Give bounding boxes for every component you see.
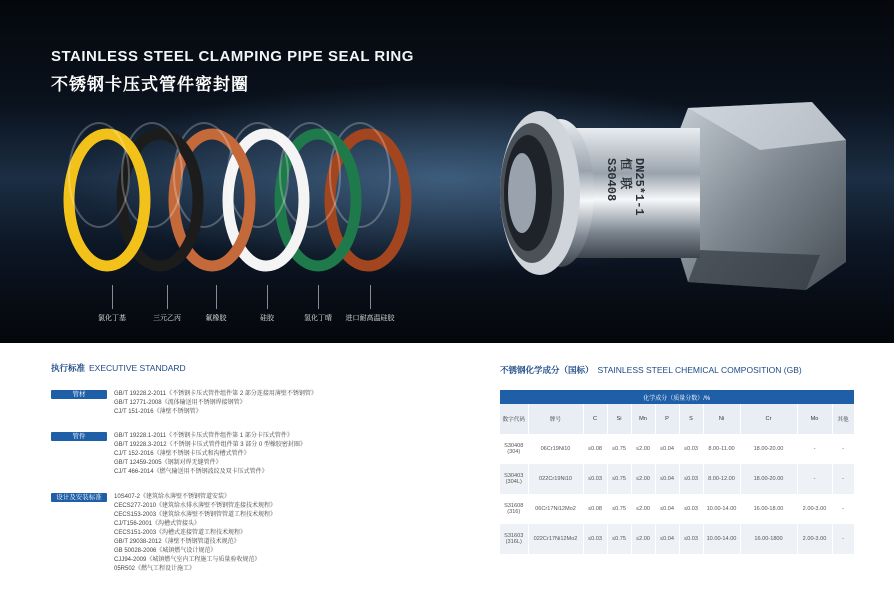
chemical-composition-title-cn: 不锈钢化学成分（国标）	[500, 365, 594, 375]
table-header-cell: Mn	[631, 404, 655, 434]
table-cell: ≤0.04	[655, 434, 679, 464]
table-header-row	[500, 404, 854, 434]
table-cell: ≤0.03	[583, 464, 607, 494]
table-caption: 化学成分（质量分数）/%	[500, 390, 854, 404]
standard-item: 05R502《燃气工程设计施工》	[114, 566, 196, 572]
table-cell: 18.00-20.00	[740, 464, 797, 494]
table-cell: ≤0.08	[583, 494, 607, 524]
standard-list	[114, 432, 306, 477]
ring-label-silicone: 硅胶	[260, 315, 274, 322]
table-cell: ≤0.04	[655, 524, 679, 554]
callout-line	[267, 285, 268, 309]
table-header-cell: Cr	[740, 404, 797, 434]
table-cell: ≤0.03	[679, 434, 703, 464]
standard-badge: 设计及安装标准	[51, 493, 107, 502]
standard-item: GB/T 19228.2-2011《不锈钢卡压式管件组件第 2 部分连接用薄壁不锈钢管》	[114, 391, 317, 397]
standard-item: GB/T 19228.1-2011《不锈钢卡压式管件组件第 1 部分卡压式管件》	[114, 433, 293, 439]
table-header-cell: P	[655, 404, 679, 434]
callout-line	[112, 285, 113, 309]
table-cell: ≤2.00	[631, 434, 655, 464]
standard-item: GB/T 12459-2005《钢制对焊无缝管件》	[114, 460, 222, 466]
hero-title-en: STAINLESS STEEL CLAMPING PIPE SEAL RING	[51, 48, 414, 65]
ring-label-hnbr: 氢化丁晴	[304, 315, 332, 322]
table-cell: ≤0.04	[655, 464, 679, 494]
fitting-mark-brand: 恒 联	[618, 158, 632, 190]
standard-item: GB/T 12771-2008《流体输送用不锈钢焊接钢管》	[114, 400, 246, 406]
table-cell: -	[797, 464, 832, 494]
standard-item: CECS153-2003《建筑给水薄壁不锈钢管管道工程技术规程》	[114, 512, 277, 518]
pipe-fitting-icon	[500, 102, 846, 290]
executive-standard-title	[51, 362, 186, 374]
table-cell: ≤0.03	[679, 524, 703, 554]
ring-label-epdm: 三元乙丙	[153, 315, 181, 322]
table-header-cell: S	[679, 404, 703, 434]
table-row	[500, 434, 854, 464]
table-cell: 06Cr17Ni12Mo2	[528, 494, 583, 524]
callout-line	[370, 285, 371, 309]
table-cell: 8.00-11.00	[703, 434, 740, 464]
table-header-cell: 其他	[832, 404, 854, 434]
standard-badge: 管材	[51, 390, 107, 399]
seal-rings	[69, 123, 406, 266]
table-cell: S30408 (304)	[500, 434, 528, 464]
table-cell: ≤0.75	[607, 494, 631, 524]
table-cell: 16.00-18.00	[740, 494, 797, 524]
table-header-cell: 数字代码	[500, 404, 528, 434]
table-cell: S31608 (316)	[500, 494, 528, 524]
standard-item: CJ/T 466-2014《燃气输送用不锈钢波纹及双卡压式管件》	[114, 469, 268, 475]
standard-item: GB/T 29038-2012《薄壁不锈钢管道技术规范》	[114, 539, 240, 545]
table-header-cell: Si	[607, 404, 631, 434]
table-cell: 18.00-20.00	[740, 434, 797, 464]
standard-item: CJ/T 151-2016《薄壁不锈钢管》	[114, 409, 202, 415]
table-cell: 2.00-3.00	[797, 494, 832, 524]
table-cell: ≤0.03	[583, 524, 607, 554]
table-cell: -	[832, 464, 854, 494]
table-cell: 8.00-12.00	[703, 464, 740, 494]
table-cell: ≤0.75	[607, 434, 631, 464]
standard-item: CECS277-2010《建筑给水排水薄壁不锈钢管连接技术规程》	[114, 503, 277, 509]
table-cell: ≤0.03	[679, 464, 703, 494]
chemical-composition-title-en: STAINLESS STEEL CHEMICAL COMPOSITION (GB)	[597, 365, 802, 375]
table-cell: -	[832, 434, 854, 464]
table-cell: ≤2.00	[631, 524, 655, 554]
ring-label-chlorobutyl: 氯化丁基	[98, 315, 126, 322]
standard-list	[114, 390, 317, 417]
table-cell: 2.00-3.00	[797, 524, 832, 554]
chemical-composition-title	[500, 364, 802, 376]
hero-title-cn: 不锈钢卡压式管件密封圈	[51, 75, 249, 94]
table-cell: ≤0.08	[583, 434, 607, 464]
standard-item: CJ/T 152-2016《薄壁不锈钢卡压式和沟槽式管件》	[114, 451, 250, 457]
chemical-composition-table	[500, 390, 855, 554]
table-cell: S30403 (304L)	[500, 464, 528, 494]
standard-item: 10S407-2《建筑给水薄壁不锈钢管道安装》	[114, 494, 231, 500]
executive-standard-title-cn: 执行标准	[51, 363, 86, 373]
table-header-cell: C	[583, 404, 607, 434]
fitting-mark-grade: S30408	[604, 158, 618, 202]
executive-standard-title-en: EXECUTIVE STANDARD	[89, 363, 186, 373]
standard-badge: 管件	[51, 432, 107, 441]
table-cell: ≤2.00	[631, 494, 655, 524]
table-cell: ≤0.75	[607, 524, 631, 554]
fitting-mark-size: DN25*1-1	[632, 158, 646, 216]
callout-line	[167, 285, 168, 309]
standard-item: GB/T 19228.3-2012《不锈钢卡压式管件组件第 3 部分 0 型橡胶密封圈》	[114, 442, 306, 448]
table-cell: 10.00-14.00	[703, 524, 740, 554]
ring-label-fluororubber: 氟橡胶	[205, 315, 227, 322]
table-cell: 16.00-1800	[740, 524, 797, 554]
table-cell: 022Cr17Ni12Mo2	[528, 524, 583, 554]
table-header-cell: 牌号	[528, 404, 583, 434]
callout-line	[318, 285, 319, 309]
seal-ring	[69, 134, 145, 266]
table-cell: -	[832, 494, 854, 524]
standard-item: CJ/T156-2001《沟槽式管接头》	[114, 521, 201, 527]
table-cell: -	[797, 434, 832, 464]
standard-item: CECS151-2003《沟槽式连接管道工程技术规程》	[114, 530, 247, 536]
standard-list	[114, 493, 276, 574]
table-cell: ≤0.04	[655, 494, 679, 524]
table-body	[500, 434, 854, 554]
table-header-cell: Mo	[797, 404, 832, 434]
table-cell: ≤0.75	[607, 464, 631, 494]
table-header-cell: Ni	[703, 404, 740, 434]
table-cell: ≤0.03	[679, 494, 703, 524]
table-cell: -	[832, 524, 854, 554]
table-cell: 10.00-14.00	[703, 494, 740, 524]
table-row	[500, 524, 854, 554]
table-cell: 06Cr19Ni10	[528, 434, 583, 464]
table-cell: 022Cr19Ni10	[528, 464, 583, 494]
standard-item: CJJ94-2009《城镇燃气室内工程施工与质量验收规范》	[114, 557, 261, 563]
standard-item: GB 50028-2006《城镇燃气设计规范》	[114, 548, 217, 554]
table-row	[500, 494, 854, 524]
table-cell: S31603 (316L)	[500, 524, 528, 554]
table-row	[500, 464, 854, 494]
ring-label-high-temp-silicone: 进口耐高温硅胶	[345, 315, 395, 322]
callout-line	[216, 285, 217, 309]
table-cell: ≤2.00	[631, 464, 655, 494]
